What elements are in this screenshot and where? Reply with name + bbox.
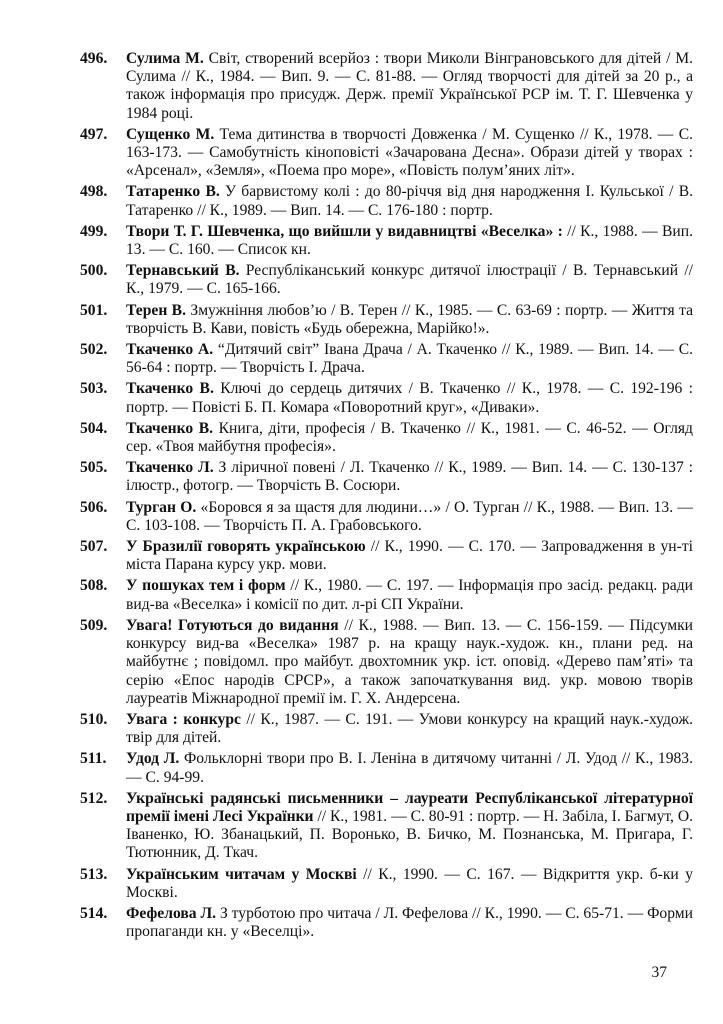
- entry-text: Змужніння любов’ю / В. Терен // К., 1985. — С. 63-69 : портр. — Життя та творчість В. Кави, повість «Будь обережна, Марійко!».: [126, 301, 694, 337]
- bibliography-entry: [80, 790, 693, 863]
- entry-number: 507.: [80, 538, 108, 556]
- entry-text: “Дитячий світ” Івана Драча / А. Ткаченко // К., 1989. — Вип. 14. — С. 56-64 : портр. — Творчість І. Драча.: [126, 341, 693, 377]
- entry-body: [126, 711, 693, 747]
- entry-body: [126, 50, 693, 123]
- entry-body: [126, 538, 693, 574]
- bibliography-entry: [80, 905, 693, 941]
- entry-author: Ткаченко В.: [126, 419, 214, 437]
- entry-author: Увага : конкурс: [126, 710, 241, 728]
- entry-text: Фольклорні твори про В. І. Леніна в дитячому читанні / Л. Удод // К., 1983. — С. 94-99.: [126, 750, 694, 786]
- entry-body: [126, 790, 693, 863]
- entry-number: 514.: [80, 904, 108, 922]
- entry-number: 508.: [80, 577, 108, 595]
- entry-number: 504.: [80, 419, 108, 437]
- entry-author: Увага! Готуються до видання: [126, 616, 339, 634]
- entry-text: // К., 1987. — С. 191. — Умови конкурсу на кращий наук.-худож. твір для дітей.: [126, 710, 693, 747]
- entry-text: // К., 1988. — Вип. 13. — С. 160. — Список кн.: [126, 222, 693, 259]
- bibliography-entry: [80, 499, 693, 535]
- entry-number: 497.: [80, 125, 108, 143]
- entry-number: 499.: [80, 222, 108, 240]
- entry-author: Ткаченко Л.: [126, 459, 214, 477]
- entry-author: Фефелова Л.: [126, 904, 217, 922]
- entry-author: Сулима М.: [126, 50, 204, 67]
- bibliography-entry: [80, 866, 693, 902]
- bibliography-entry: [80, 302, 693, 338]
- bibliography-entry: [80, 750, 693, 786]
- entry-body: [126, 866, 693, 902]
- page-number: 37: [651, 964, 667, 981]
- entry-body: [126, 302, 693, 338]
- entry-text: // К., 1988. — Вип. 13. — С. 156-159. — Підсумки конкурсу вид-ва «Веселка» 1987 р. на кращу наук.-худож. кн., плани ред. на майбутнє ; повідомл. про майбут. двохтомник укр. іст. оповід. «Дерево пам’яті» та серію «Епос народів СРСР», а також започаткування вид. укр. мовою творів лауреатів Міжнародної премії ім. Г. Х. Андерсена.: [126, 616, 693, 707]
- entry-author: Твори Т. Г. Шевченка, що вийшли у видавництві «Веселка» :: [126, 222, 563, 240]
- entry-number: 512.: [80, 789, 108, 807]
- entry-author: Ткаченко А.: [126, 341, 214, 359]
- entry-author: Сущенко М.: [126, 125, 215, 143]
- bibliography-entry: [80, 617, 693, 708]
- bibliography-entry: [80, 538, 693, 574]
- entry-text: Ключі до сердець дитячих / В. Ткаченко // К., 1978. — С. 192-196 : портр. — Повісті Б. П. Комара «Поворотний круг», «Диваки».: [126, 380, 693, 416]
- entry-number: 498.: [80, 183, 108, 201]
- entry-text: // К., 1981. — С. 80-91 : портр. — Н. Забіла, І. Багмут, О. Іваненко, Ю. Збанацький, П. Воронько, В. Бичко, М. Познанська, М. Пригара, Г. Тютюнник, Д. Ткач.: [126, 807, 693, 862]
- entry-number: 501.: [80, 301, 108, 319]
- entry-number: 500.: [80, 262, 108, 280]
- entry-text: З ліричної повені / Л. Ткаченко // К., 1989. — Вип. 14. — С. 130-137 : ілюстр., фотогр. — Творчість В. Сосюри.: [126, 459, 693, 495]
- entry-body: [126, 380, 693, 416]
- entry-text: // К., 1990. — С. 167. — Відкриття укр. б-ки у Москві.: [126, 865, 693, 901]
- bibliography-entry: [80, 223, 693, 259]
- entry-text: // К., 1990. — С. 170. — Запровадження в ун-ті міста Парана курсу укр. мови.: [126, 538, 693, 574]
- bibliography-entry: [80, 380, 693, 416]
- entry-text: Книга, діти, професія / В. Ткаченко // К., 1981. — С. 46-52. — Огляд сер. «Твоя майбутня професія».: [126, 419, 693, 456]
- entry-body: [126, 577, 693, 613]
- entry-body: [126, 223, 693, 259]
- bibliography-entry: [80, 711, 693, 747]
- entry-author: Татаренко В.: [126, 183, 220, 201]
- entry-body: [126, 420, 693, 456]
- entry-body: [126, 183, 693, 219]
- entry-body: [126, 905, 693, 941]
- entry-author: Терен В.: [126, 301, 186, 319]
- entry-body: [126, 126, 693, 181]
- entry-author: Турган О.: [126, 498, 197, 516]
- bibliography-entry: [80, 262, 693, 298]
- entry-author: Ткаченко В.: [126, 380, 214, 398]
- entry-number: 505.: [80, 459, 108, 477]
- entry-text: Світ, створений всерйоз : твори Миколи Вінграновського для дітей / М. Сулима // К., 1984. — Вип. 9. — С. 81-88. — Огляд творчості для дітей за 20 р., а також інформація про присудж. Держ. премії Української РСР ім. Т. Г. Шевченка у 1984 році.: [126, 50, 694, 122]
- entry-body: [126, 262, 693, 298]
- bibliography-entry: [80, 341, 693, 377]
- entry-number: 513.: [80, 865, 108, 883]
- entry-text: З турботою про читача / Л. Фефелова // К., 1990. — С. 65-71. — Форми пропаганди кн. у «Веселці».: [126, 904, 693, 941]
- entry-number: 510.: [80, 710, 108, 728]
- entry-text: У барвистому колі : до 80-річчя від дня народження І. Кульської / В. Татаренко // К., 1989. — Вип. 14. — С. 176-180 : портр.: [126, 183, 693, 219]
- entry-body: [126, 617, 693, 708]
- entry-text: Тема дитинства в творчості Довженка / М. Сущенко // К., 1978. — С. 163-173. — Самобутність кіноповісті «Зачарована Десна». Образи дітей у творах : «Арсенал», «Земля», «Поема про море», «Повість полум’яних літ».: [126, 125, 693, 180]
- bibliography-list: [80, 50, 693, 944]
- entry-body: [126, 750, 693, 786]
- entry-text: «Боровся я за щастя для людини…» / О. Турган // К., 1988. — Вип. 13. — С. 103-108. — Творчість П. А. Грабовського.: [126, 498, 693, 534]
- entry-author: Українські радянські письменники – лауреати Республіканської літературної премії імені Лесі Українки: [126, 789, 693, 825]
- entry-number: 503.: [80, 380, 108, 398]
- bibliography-entry: [80, 577, 693, 613]
- entry-number: 509.: [80, 616, 108, 634]
- bibliography-entry: [80, 50, 693, 123]
- bibliography-entry: [80, 183, 693, 219]
- entry-text: // К., 1980. — С. 197. — Інформація про засід. редакц. ради вид-ва «Веселка» і комісії по дит. л-рі СП України.: [126, 577, 693, 613]
- entry-author: Удод Л.: [126, 750, 180, 768]
- bibliography-entry: [80, 420, 693, 456]
- entry-number: 496.: [80, 50, 108, 67]
- entry-author: У пошуках тем і форм: [126, 577, 286, 595]
- entry-author: У Бразилії говорять українською: [126, 538, 366, 556]
- bibliography-entry: [80, 126, 693, 181]
- entry-number: 502.: [80, 341, 108, 359]
- entry-text: Республіканський конкурс дитячої ілюстрації / В. Тернавський // К., 1979. — С. 165-166.: [126, 262, 693, 298]
- entry-number: 511.: [80, 750, 107, 768]
- entry-body: [126, 459, 693, 495]
- entry-number: 506.: [80, 498, 108, 516]
- entry-author: Українським читачам у Москві: [126, 865, 357, 883]
- bibliography-entry: [80, 459, 693, 495]
- entry-body: [126, 341, 693, 377]
- entry-body: [126, 499, 693, 535]
- entry-author: Тернавський В.: [126, 262, 240, 280]
